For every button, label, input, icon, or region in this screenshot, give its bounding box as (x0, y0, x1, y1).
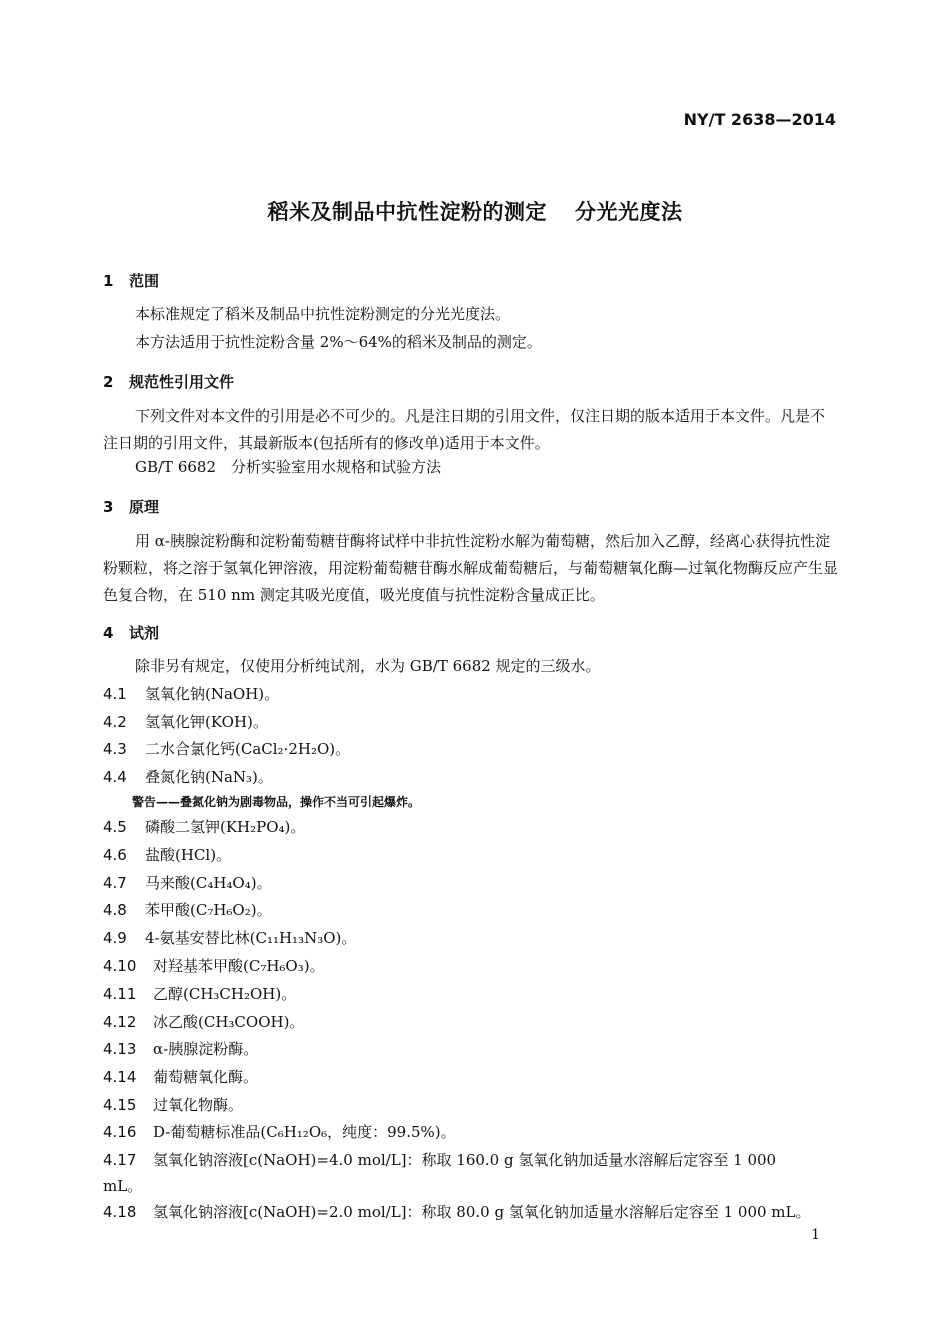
section-1-heading (103, 270, 159, 291)
section-title: 原理 (129, 498, 160, 516)
reagent-item: 4.5 磷酸二氢钾(KH₂PO₄)。 (103, 818, 306, 836)
reagent-item: 4.8 苯甲酸(C₇H₆O₂)。 (103, 901, 272, 919)
normative-reference: GB/T 6682 分析实验室用水规格和试验方法 (135, 458, 442, 476)
document-title (0, 196, 950, 226)
reagent-item: 4.6 盐酸(HCl)。 (103, 846, 232, 864)
reagent-item: 4.15 过氧化物酶。 (103, 1096, 244, 1114)
reagent-item-continuation: mL。 (103, 1177, 143, 1195)
standard-number: NY/T 2638—2014 (683, 110, 836, 129)
section-4-heading (103, 622, 159, 643)
title-method: 分光光度法 (575, 200, 683, 224)
reagent-item: 4.12 冰乙酸(CH₃COOH)。 (103, 1013, 305, 1031)
reagent-item: 4.10 对羟基苯甲酸(C₇H₆O₃)。 (103, 957, 325, 975)
warning-note: 警告——叠氮化钠为剧毒物品，操作不当可引起爆炸。 (132, 795, 421, 809)
section-2-paragraph: 下列文件对本文件的引用是必不可少的。凡是注日期的引用文件，仅注日期的版本适用于本文件。凡是不注日期的引用文件，其最新版本(包括所有的修改单)适用于本文件。 (103, 407, 826, 452)
section-1-paragraph-1: 本标准规定了稻米及制品中抗性淀粉测定的分光光度法。 (135, 305, 511, 323)
section-4-intro: 除非另有规定，仅使用分析纯试剂，水为 GB/T 6682 规定的三级水。 (135, 657, 601, 675)
section-number: 3 (103, 498, 114, 516)
reagent-item: 4.18 氢氧化钠溶液[c(NaOH)=2.0 mol/L]：称取 80.0 g 氢氧化钠加适量水溶解后定容至 1 000 mL。 (103, 1203, 811, 1221)
section-title: 试剂 (129, 624, 160, 642)
reagent-item: 4.7 马来酸(C₄H₄O₄)。 (103, 874, 272, 892)
section-number: 1 (103, 272, 114, 290)
section-1-paragraph-2: 本方法适用于抗性淀粉含量 2%～64%的稻米及制品的测定。 (135, 333, 542, 351)
section-title: 范围 (129, 272, 160, 290)
reagent-item: 4.16 D-葡萄糖标准品(C₆H₁₂O₆，纯度：99.5%)。 (103, 1123, 456, 1141)
reagent-item: 4.14 葡萄糖氧化酶。 (103, 1068, 259, 1086)
reagent-item: 4.9 4-氨基安替比林(C₁₁H₁₃N₃O)。 (103, 929, 357, 947)
title-main: 稻米及制品中抗性淀粉的测定 (267, 200, 547, 224)
section-3-paragraph: 用 α-胰腺淀粉酶和淀粉葡萄糖苷酶将试样中非抗性淀粉水解为葡萄糖，然后加入乙醇，经离心获得抗性淀粉颗粒，将之溶于氢氧化钾溶液，用淀粉葡萄糖苷酶水解成葡萄糖后，与葡萄糖氧化酶—过氧化物酶反应产生显色复合物，在 510 nm 测定其吸光度值，吸光度值与抗性淀粉含量成正比。 (103, 532, 839, 604)
reagent-item: 4.13 α-胰腺淀粉酶。 (103, 1040, 259, 1058)
section-3-heading (103, 496, 159, 517)
reagent-item: 4.1 氢氧化钠(NaOH)。 (103, 685, 280, 703)
section-title: 规范性引用文件 (129, 373, 235, 391)
page-number: 1 (811, 1227, 820, 1243)
reagent-item: 4.4 叠氮化钠(NaN₃)。 (103, 768, 273, 786)
reagent-item: 4.17 氢氧化钠溶液[c(NaOH)=4.0 mol/L]：称取 160.0 g 氢氧化钠加适量水溶解后定容至 1 000 (103, 1151, 777, 1169)
section-2-heading (103, 371, 234, 392)
section-number: 4 (103, 624, 114, 642)
reagent-item: 4.2 氢氧化钾(KOH)。 (103, 713, 268, 731)
reagent-item: 4.11 乙醇(CH₃CH₂OH)。 (103, 985, 297, 1003)
reagent-item: 4.3 二水合氯化钙(CaCl₂·2H₂O)。 (103, 740, 351, 758)
section-number: 2 (103, 373, 114, 391)
